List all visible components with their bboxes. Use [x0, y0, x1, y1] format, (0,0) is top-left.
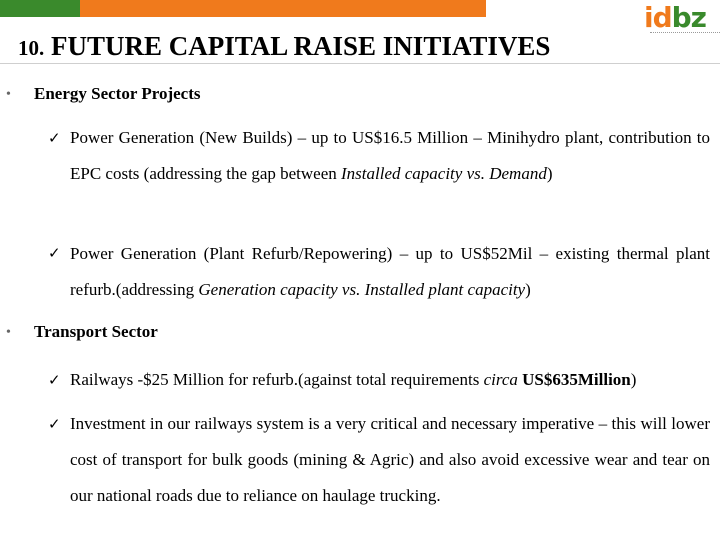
- check-icon: ✓: [48, 129, 61, 147]
- bullet-icon: •: [6, 87, 11, 102]
- logo-tagline: [650, 32, 720, 35]
- check-icon: ✓: [48, 244, 61, 262]
- logo-text: idbz: [644, 1, 706, 34]
- idbz-logo: [644, 1, 720, 44]
- section-heading-energy: Energy Sector Projects: [34, 84, 201, 103]
- check-icon: ✓: [48, 415, 61, 433]
- transport-item-investment: Investment in our railways system is a very critical and necessary imperative – this will lower cost of transport for bulk goods (mining & Agric) and also avoid excessive wear and tear on our national roads due to reliance on haulage trucking.: [70, 414, 710, 505]
- header-bar-green: [0, 0, 80, 17]
- title-text: FUTURE CAPITAL RAISE INITIATIVES: [51, 31, 551, 61]
- transport-item-railways: Railways -$25 Million for refurb.(against total requirements circa US$635Million): [70, 370, 637, 389]
- energy-item-refurb: Power Generation (Plant Refurb/Repowering) – up to US$52Mil – existing thermal plant refurb.(addressing Generation capacity vs. Installed plant capacity): [70, 244, 710, 299]
- title-divider: [0, 63, 720, 64]
- slide-title: [18, 30, 550, 64]
- check-icon: ✓: [48, 371, 61, 389]
- section-heading-transport: Transport Sector: [34, 322, 158, 341]
- bullet-icon: •: [6, 325, 11, 340]
- energy-item-new-builds: Power Generation (New Builds) – up to US$16.5 Million – Minihydro plant, contribution to EPC costs (addressing the gap between Installed capacity vs. Demand): [70, 128, 710, 183]
- title-number: 10.: [18, 36, 45, 60]
- header-bar-orange: [80, 0, 486, 17]
